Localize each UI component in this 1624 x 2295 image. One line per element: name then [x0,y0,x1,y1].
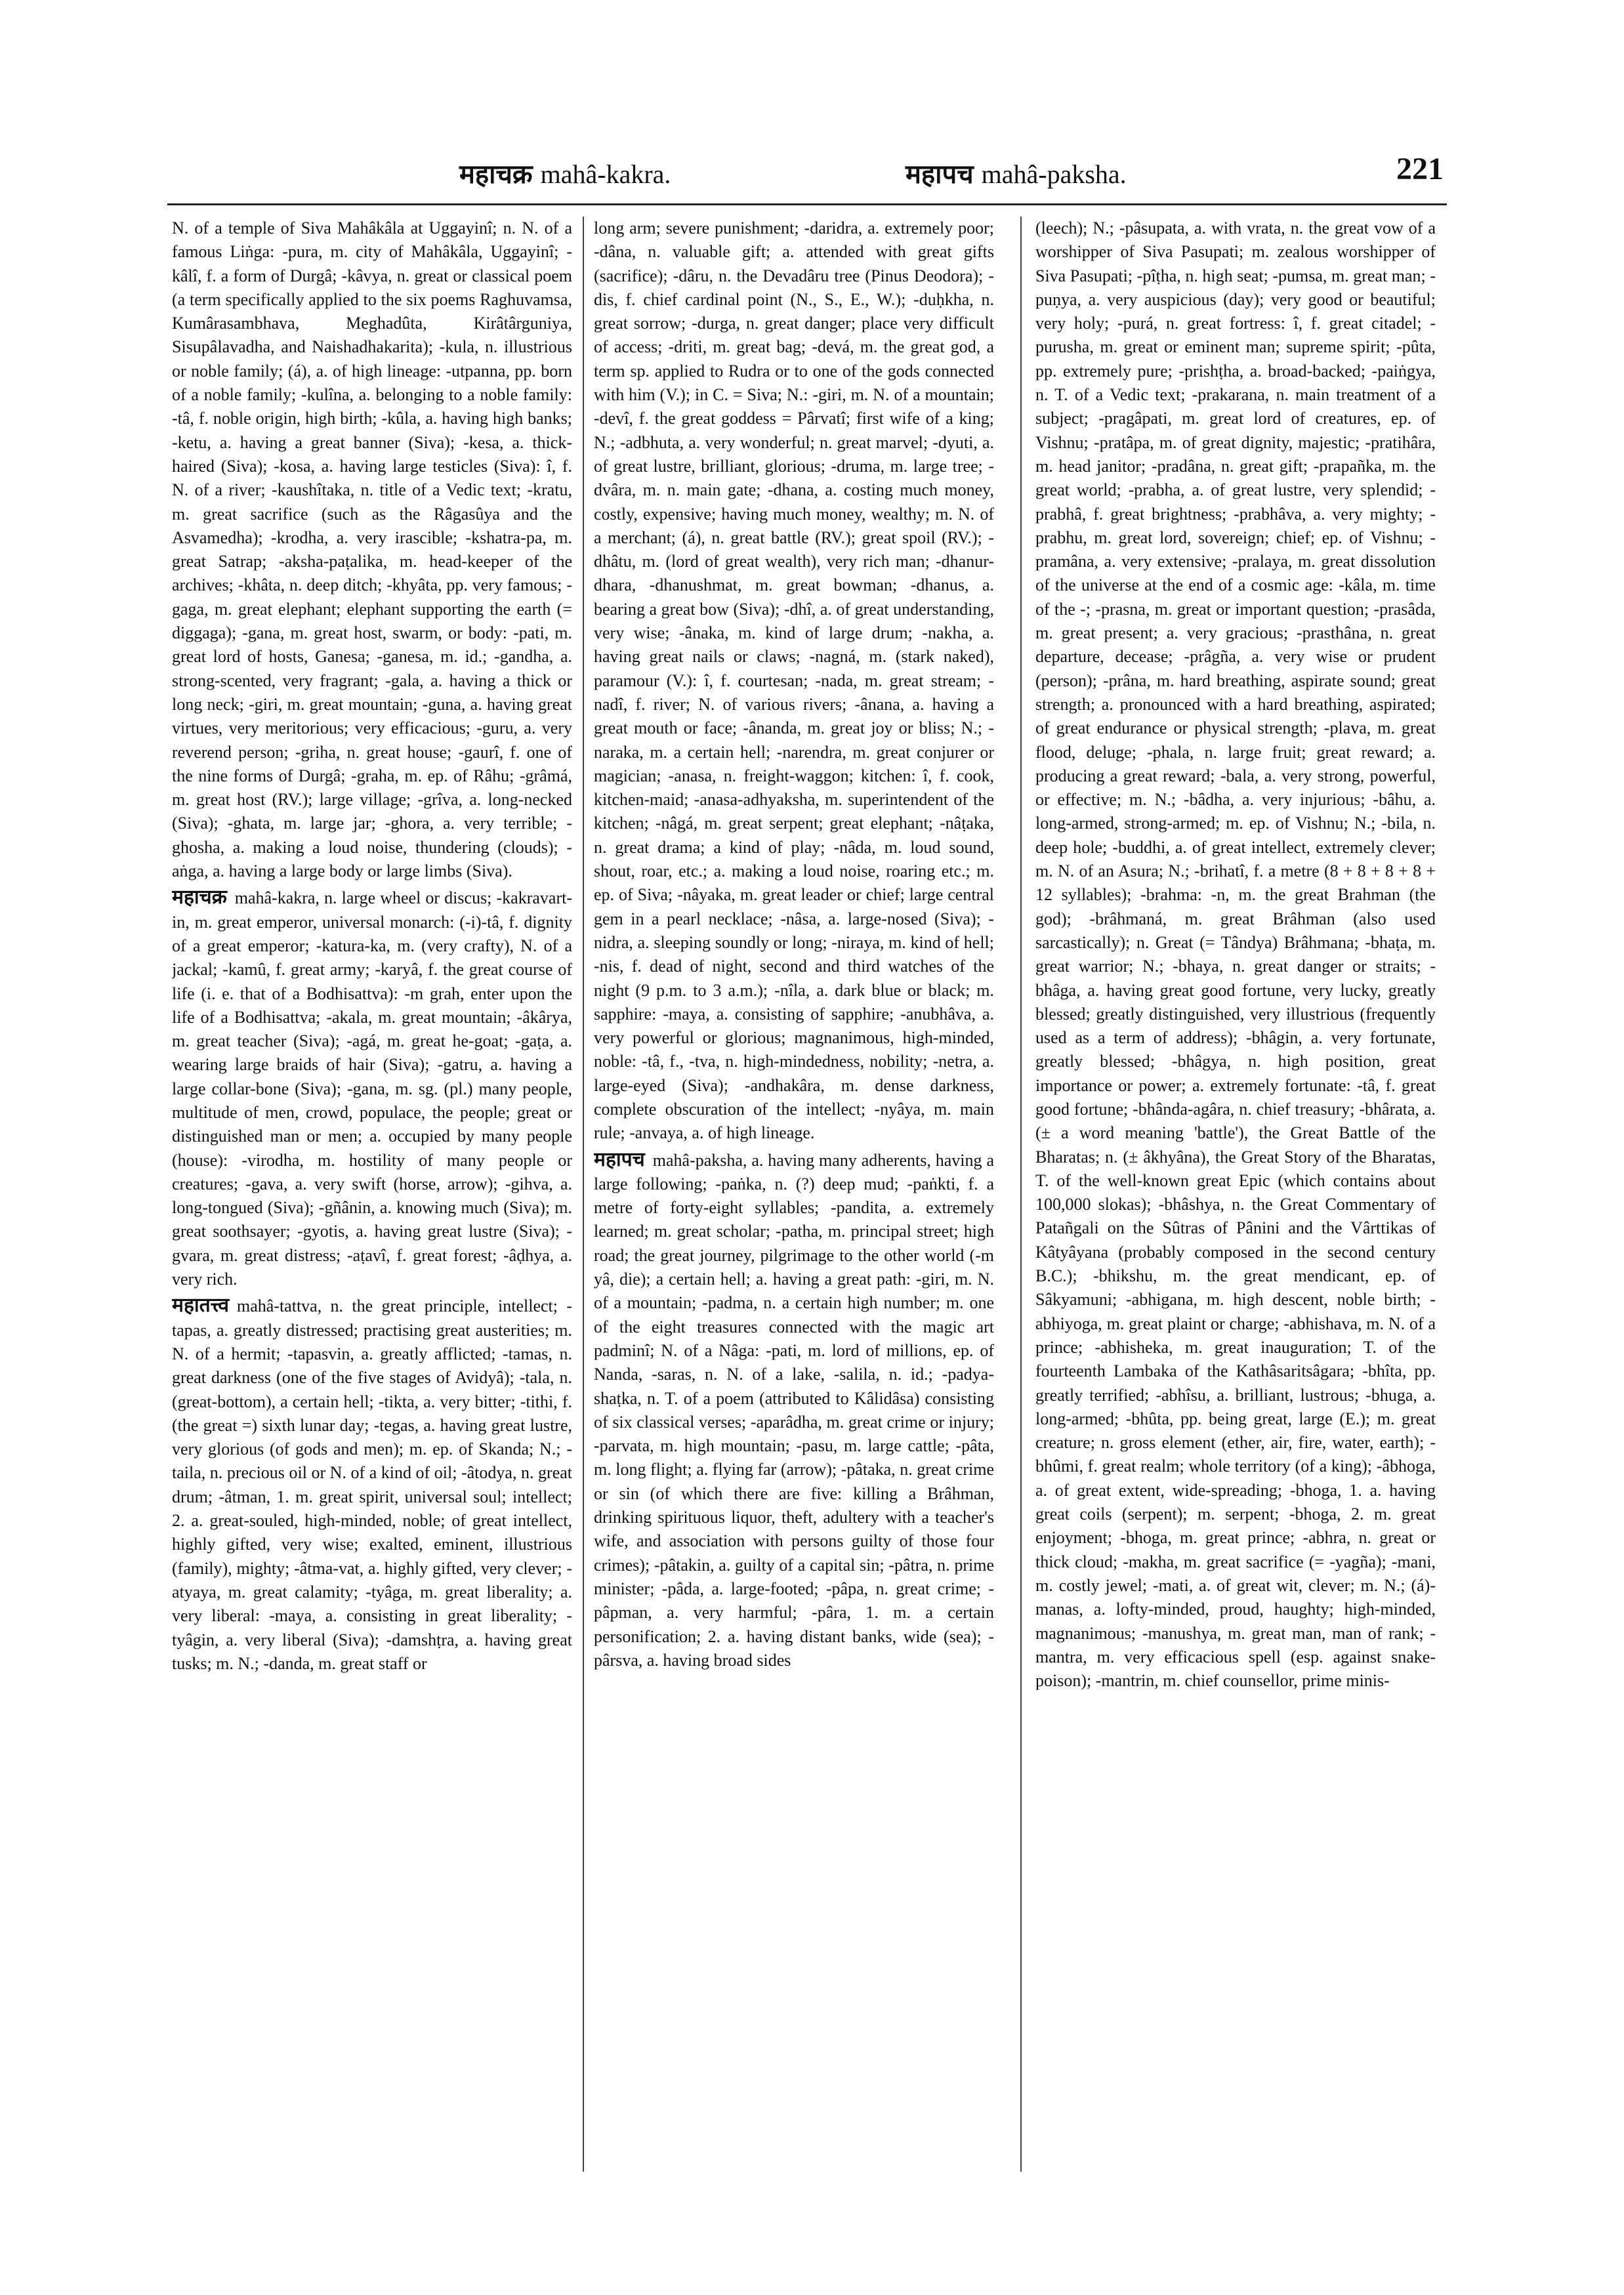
right-running-head [906,155,1127,191]
right-head-devanagari: महापच [906,159,974,190]
entry-text: (leech); N.; -pâsupata, a. with vrata, n. the great vow of a worshipper of Siva Pasupati; m. zealous worshipper of Siva Pasupati; -pîṭha, n. high seat; -pumsa, m. great man; -puṇya, a. very auspicious (day); very good or beautiful; very holy; -purá, n. great fortress: î, f. great citadel; -purusha, m. great or eminent man; supreme spirit; -pûta, pp. extremely pure; -prishṭha, a. broad-backed; -paiṅgya, n. T. of a Vedic text; -prakarana, n. main treatment of a subject; -pragâpati, m. great lord of creatures, ep. of Vishnu; -pratâpa, m. of great dignity, majestic; -pratihâra, m. head janitor; -pradâna, n. great gift; -prapañka, m. the great world; -prabha, a. of great lustre, very splendid; -prabhâ, f. great brightness; -prabhâva, a. very mighty; -prabhu, m. great lord, sovereign; chief; ep. of Vishnu; -pramâna, a. very extensive; -pralaya, m. great dissolution of the universe at the end of a cosmic age: -kâla, m. time of the -; -prasna, m. great or important question; -prasâda, m. great present; a. very gracious; -prasthâna, n. great departure, decease; -prâgña, a. very wise or prudent (person); -prâna, m. hard breathing, aspirate sound; great strength; a. pronounced with a hard breathing, aspirated; of great endurance or physical strength; -plava, m. great flood, deluge; -phala, n. large fruit; great reward; a. producing a great reward; -bala, a. very strong, powerful, or effective; m. N.; -bâdha, a. very injurious; -bâhu, a. long-armed, strong-armed; m. ep. of Vishnu; N.; -bila, n. deep hole; -buddhi, a. of great intellect, extremely clever; m. N. of an Asura; N.; -brihatî, f. a metre (8 + 8 + 8 + 8 + 12 syllables); -brahma: -n, m. the great Brahman (the god); -brâhmaná, m. great Brâhman (also used sarcastically); n. Great (= Tândya) Brâhmana; -bhaṭa, m. great warrior; N.; -bhaya, n. great danger or straits; -bhâga, a. having great good fortune, very lucky, greatly blessed; greatly distinguished, very illustrious (frequently used as a term of address); -bhâgin, a. very fortunate, greatly blessed; -bhâgya, n. high position, great importance or power; a. extremely fortunate: -tâ, f. great good fortune; -bhânda-agâra, n. chief treasury; -bhârata, a. (± a word meaning 'battle'), the Great Battle of the Bharatas; n. (± âkhyâna), the Great Story of the Bharatas, T. of the well-known great Epic (which contains about 100,000 slokas); -bhâshya, n. the Great Commentary of Patañgali on the Sûtras of Pânini and the Vârttikas of Kâtyâyana (probably composed in the second century B.C.); -bhikshu, m. the great mendicant, ep. of Sâkyamuni; -abhigana, m. high descent, noble birth; -abhiyoga, m. great plaint or charge; -abhishava, m. N. of a prince; -abhisheka, m. great inauguration; T. of the fourteenth Lambaka of the Kathâsaritsâgara; -bhîta, pp. greatly terrified; -abhîsu, a. brilliant, lustrous; -bhuga, a. long-armed; -bhûta, pp. being great, large (E.); m. great creature; n. gross element (ether, air, fire, water, earth); -bhûmi, f. great realm; whole territory (of a king); -âbhoga, a. of great extent, wide-spreading; -bhoga, 1. a. having great coils (serpent); m. serpent; -bhoga, 2. m. great enjoyment; -bhoga, m. great prince; -abhra, n. great or thick cloud; -makha, m. great sacrifice (= -yagña); -mani, m. costly jewel; -mati, a. of great wit, clever; m. N.; (á)-manas, a. lofty-minded, proud, haughty; high-minded, magnanimous; -manushya, m. great man, man of rank; -mantra, m. very efficacious spell (esp. against snake-poison); -mantrin, m. chief counsellor, prime minis- [1035,218,1436,1691]
dictionary-entry [172,1294,572,1676]
left-head-title: mahâ-kakra. [540,159,671,189]
dictionary-entry [594,217,994,1146]
column-1 [172,217,572,2178]
entry-text: long arm; severe punishment; -daridra, a. extremely poor; -dâna, n. valuable gift; a. attended with great gifts (sacrifice); -dâru, n. the Devadâru tree (Pinus Deodora); -dis, f. chief cardinal point (N., S., E., W.); -duḥkha, n. great sorrow; -durga, n. great danger; place very difficult of access; -driti, m. great bag; -devá, m. the great god, a term sp. applied to Rudra or to one of the gods connected with him (V.); in C. = Siva; N.: -giri, m. N. of a mountain; -devî, f. the great goddess = Pârvatî; first wife of a king; N.; -adbhuta, a. very wonderful; n. great marvel; -dyuti, a. of great lustre, brilliant, glorious; -druma, m. large tree; -dvâra, m. n. main gate; -dhana, a. costing much money, costly, expensive; having much money, wealthy; m. N. of a merchant; (á), n. great battle (RV.); great spoil (RV.); -dhâtu, m. (lord of great wealth), very rich man; -dhanur-dhara, -dhanushmat, m. great bowman; -dhanus, a. bearing a great bow (Siva); -dhî, a. of great understanding, very wise; -ânaka, m. kind of large drum; -nakha, a. having great nails or claws; -nagná, m. (stark naked), paramour (V.): î, f. courtesan; -nada, m. great stream; -nadî, f. river; N. of various rivers; -ânana, a. having a great mouth or face; -ânanda, m. great joy or bliss; N.; -naraka, m. a certain hell; -narendra, m. great conjurer or magician; -anasa, n. freight-waggon; kitchen: î, f. cook, kitchen-maid; -anasa-adhyaksha, m. superintendent of the kitchen; -nâgá, m. great serpent; great elephant; -nâṭaka, n. great drama; a kind of play; -nâda, m. loud sound, shout, roar, etc.; a. making a loud noise, roaring etc.; m. ep. of Siva; -nâyaka, m. great leader or chief; large central gem in a pearl necklace; -nâsa, a. large-nosed (Siva); -nidra, a. sleeping soundly or long; -niraya, m. kind of hell; -nis, f. dead of night, second and third watches of the night (9 p.m. to 3 a.m.); -nîla, a. dark blue or black; m. sapphire: -maya, a. consisting of sapphire; -anubhâva, a. very powerful or glorious; magnanimous, high-minded, noble: -tâ, f., -tva, n. high-mindedness, nobility; -netra, a. large-eyed (Siva); -andhakâra, m. dense darkness, complete obscuration of the intellect; -nyâya, m. main rule; -anvaya, a. of high lineage. [594,218,994,1143]
column-divider-1 [583,217,584,2172]
page-number: 221 [1396,152,1444,186]
entry-text: mahâ-tattva, n. the great principle, intellect; -tapas, a. greatly distressed; practising great austerities; m. N. of a hermit; -tapasvin, a. greatly afflicted; -tamas, n. great darkness (one of the five stages of Avidyâ); -tala, n. (great-bottom), a certain hell; -tikta, a. very bitter; -tithi, f. (the great =) sixth lunar day; -tegas, a. having great lustre, very glorious (of gods and men); m. ep. of Skanda; N.; -taila, n. precious oil or N. of a kind of oil; -âtodya, n. great drum; -âtman, 1. m. great spirit, universal soul; intellect; 2. a. great-souled, high-minded, noble; of great intellect, highly gifted, very wise; exalted, eminent, illustrious (family), mighty; -âtma-vat, a. highly gifted, very clever; -atyaya, m. great calamity; -tyâga, m. great liberality; a. very liberal: -maya, a. consisting in great liberality; -tyâgin, a. very liberal (Siva); -damshṭra, a. having great tusks; m. N.; -danda, m. great staff or [172,1296,572,1673]
column-divider-2 [1020,217,1022,2172]
entry-text: mahâ-kakra, n. large wheel or discus; -kakravart-in, m. great emperor, universal monarch: (-i)-tâ, f. dignity of a great emperor; -katura-ka, m. (very crafty), N. of a jackal; -kamû, f. great army; -karyâ, f. the great course of life (i. e. that of a Bodhisattva): -m grah, enter upon the life of a Bodhisattva; -akala, m. great mountain; -âkârya, m. great teacher (Siva); -agá, m. great he-goat; -gaṭa, a. wearing large braids of hair (Siva); -gatru, a. having a large collar-bone (Siva); -gana, m. sg. (pl.) many people, multitude of men, crowd, populace, the people; great or distinguished man or men; a. occupied by many people (house): -virodha, m. hostility of many people or creatures; -gava, a. very swift (horse, arrow); -gihva, a. long-tongued (Siva); -gñânin, a. knowing much (Siva); m. great soothsayer; -gyotis, a. having great lustre (Siva); -gvara, m. great distress; -aṭavî, f. great forest; -âḍhya, a. very rich. [172,888,572,1289]
header-rule [167,203,1447,205]
dictionary-entry [172,217,572,883]
page-header [459,152,1444,207]
entry-text: mahâ-paksha, a. having many adherents, having a large following; -paṅka, n. (?) deep mud; -paṅkti, f. a metre of forty-eight syllables; -pandita, a. extremely learned; m. great scholar; -patha, m. principal street; high road; the great journey, pilgrimage to the other world (-m yâ, die); a certain hell; a. having a great path: -giri, m. N. of a mountain; -padma, n. a certain high number; m. one of the eight treasures connected with the magic art padminî; N. of a Nâga: -pati, m. lord of millions, ep. of Nanda, -saras, n. N. of a lake, -salila, n. id.; -padya-shaṭka, n. T. of a poem (attributed to Kâlidâsa) consisting of six classical verses; -aparâdha, m. great crime or injury; -parvata, m. high mountain; -pasu, m. large cattle; -pâta, m. long flight; a. flying far (arrow); -pâtaka, n. great crime or sin (of which there are five: killing a Brâhman, drinking spirituous liquor, theft, adultery with a teacher's wife, and association with persons guilty of those four crimes); -pâtakin, a. guilty of a capital sin; -pâtra, n. prime minister; -pâda, a. large-footed; -pâpa, n. great crime; -pâpman, a. very harmful; -pâra, 1. m. a certain personification; 2. a. having distant banks, wide (sea); -pârsva, a. having broad sides [594,1150,994,1670]
column-2 [594,217,994,2178]
dictionary-entry [1035,217,1436,1693]
entry-text: N. of a temple of Siva Mahâkâla at Uggayinî; n. N. of a famous Liṅga: -pura, m. city of Mahâkâla, Uggayinî; -kâlî, f. a form of Durgâ; -kâvya, n. great or classical poem (a term specifically applied to the six poems Raghuvamsa, Kumârasambhava, Meghadûta, Kirâtârguniya, Sisupâlavadha, and Naishadhakarita); -kula, n. illustrious or noble family; (á), a. of high lineage: -utpanna, pp. born of a noble family; -kulîna, a. belonging to a noble family: -tâ, f. noble origin, high birth; -kûla, a. having high banks; -ketu, a. having a great banner (Siva); -kesa, a. thick-haired (Siva); -kosa, a. having large testicles (Siva): î, f. N. of a river; -kaushîtaka, n. title of a Vedic text; -kratu, m. great sacrifice (such as the Râgasûya and the Asvamedha); -krodha, a. very irascible; -kshatra-pa, m. great Satrap; -aksha-paṭalika, m. head-keeper of the archives; -khâta, n. deep ditch; -khyâta, pp. very famous; -gaga, m. great elephant; elephant supporting the earth (= diggaga); -gana, m. great host, swarm, or body: -pati, m. great lord of hosts, Ganesa; -ganesa, m. id.; -gandha, a. strong-scented, very fragrant; -gala, a. having a thick or long neck; -giri, m. great mountain; -guna, a. having great virtues, very meritorious; very efficacious; -guru, a. very reverend person; -griha, n. great house; -gaurî, f. one of the nine forms of Durgâ; -graha, m. ep. of Râhu; -grâmá, m. great host (RV.); large village; -grîva, a. long-necked (Siva); -ghata, m. large jar; -ghora, a. very terrible; -ghosha, a. making a loud noise, thundering (clouds); -aṅga, a. having a large body or large limbs (Siva). [172,218,572,881]
right-head-title: mahâ-paksha. [981,159,1127,189]
dictionary-entry [594,1148,994,1673]
left-head-devanagari: महाचक्र [459,159,533,190]
left-running-head [459,155,671,191]
dictionary-entry [172,886,572,1291]
entry-headword-devanagari: महापच [594,1148,645,1171]
column-3 [1035,217,1436,2178]
entry-headword-devanagari: महाचक्र [172,886,227,909]
entry-headword-devanagari: महातत्त्व [172,1294,229,1317]
